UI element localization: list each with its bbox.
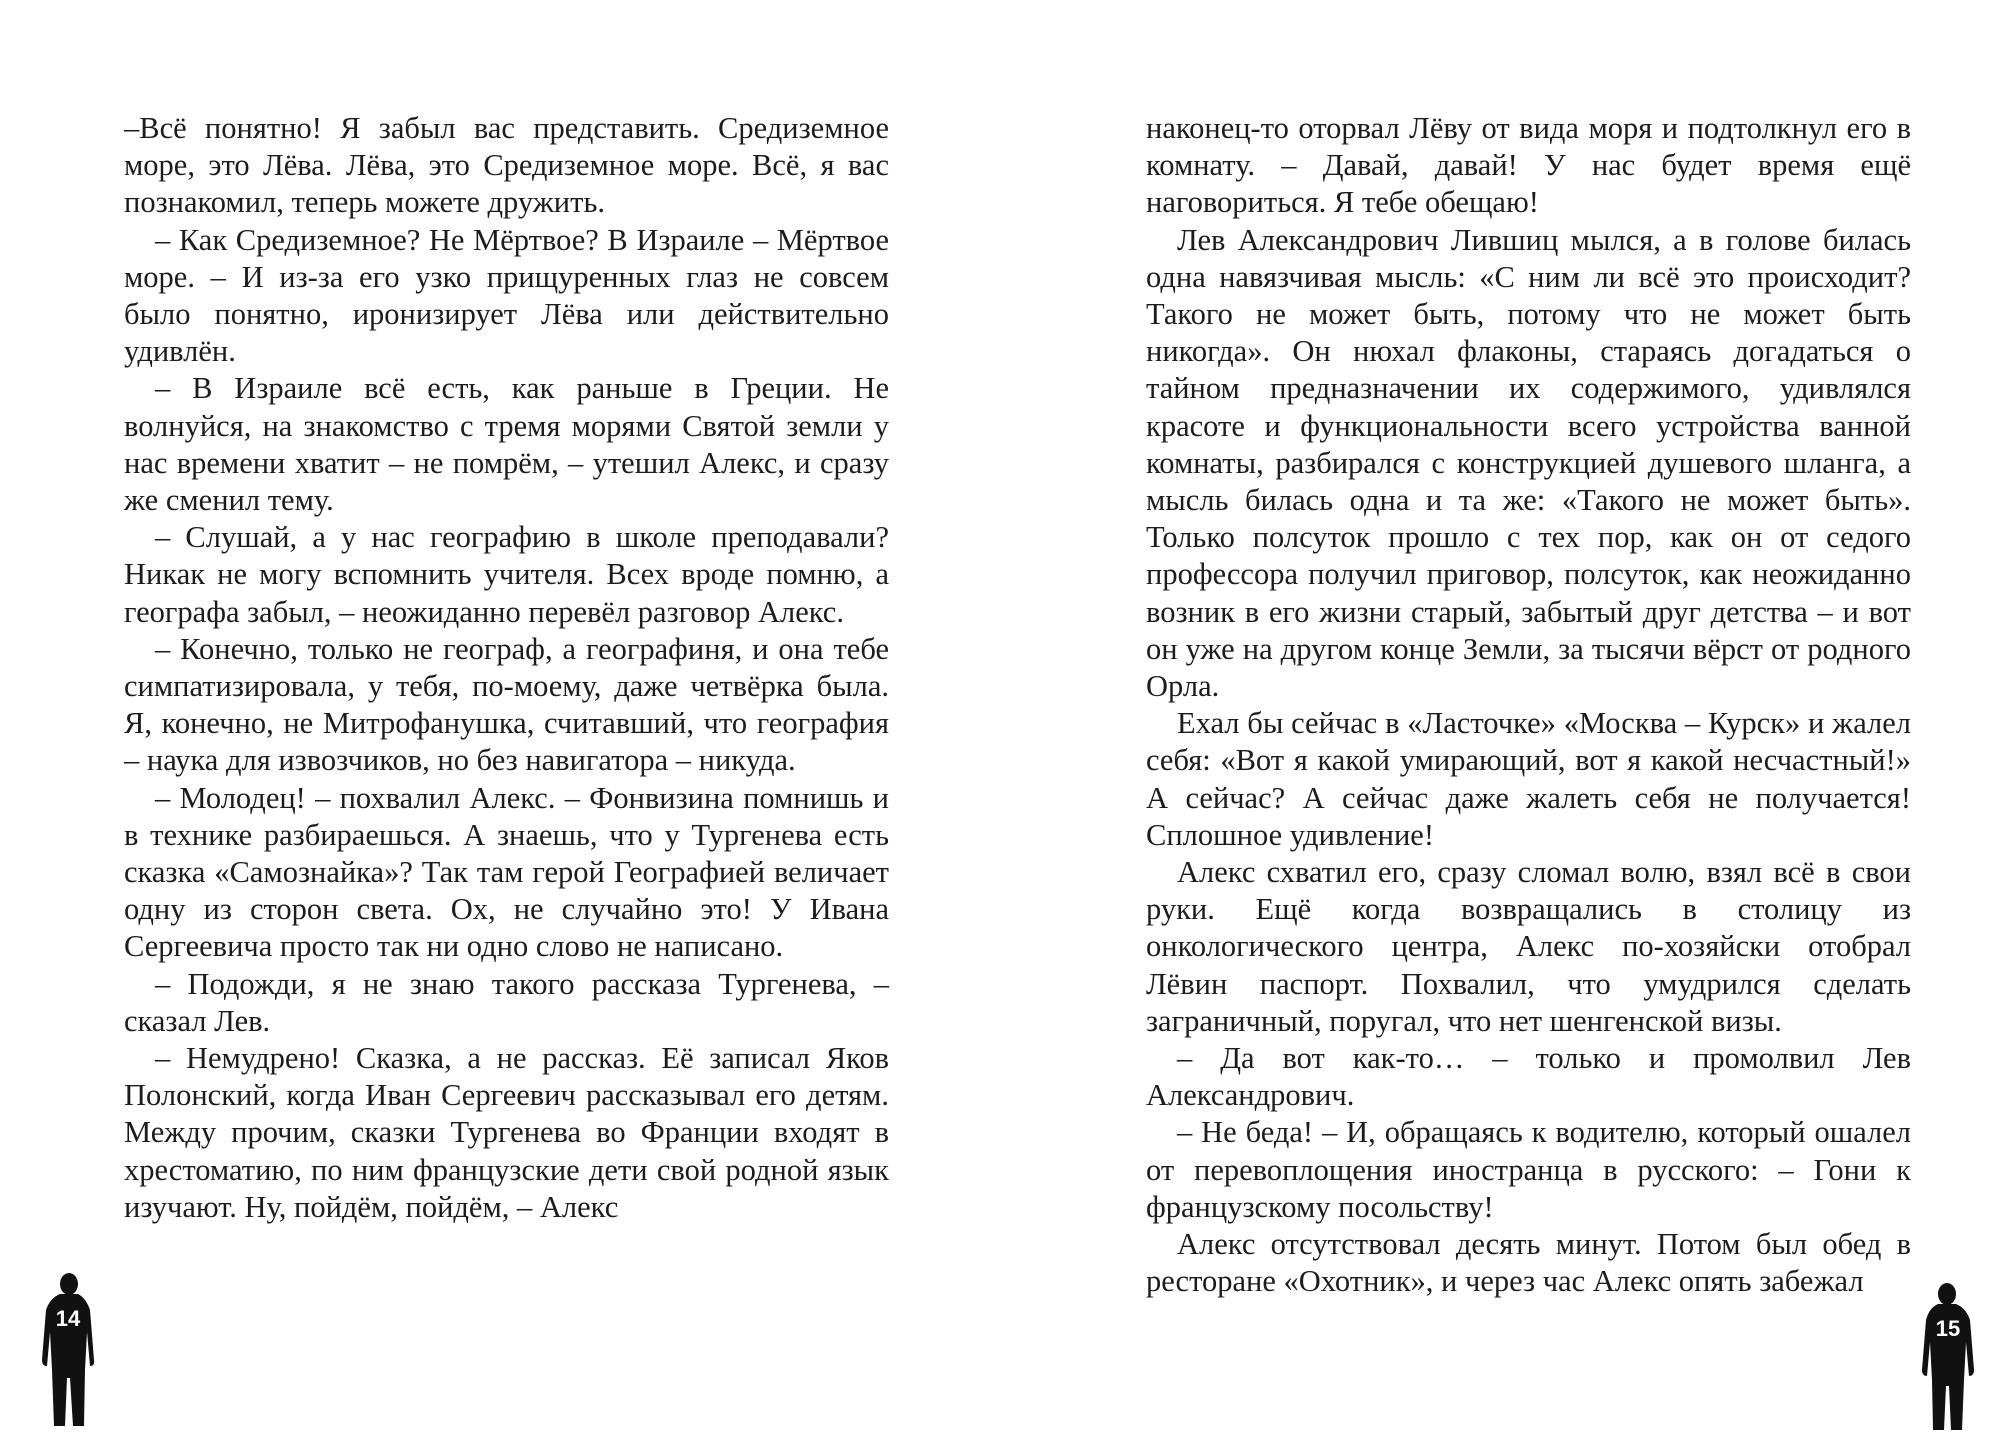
person-silhouette-icon <box>38 1270 98 1430</box>
person-silhouette-icon <box>1918 1280 1978 1440</box>
paragraph: – Конечно, только не географ, а географиня, и она тебе симпатизировала, у тебя, по-моему, даже четвёрка была. Я, конечно, не Митрофанушка, считавший, что география – наука для извозчиков, но без навигатора – никуда. <box>124 631 889 778</box>
paragraph: Лев Александрович Лившиц мылся, а в голове билась одна навязчивая мысль: «С ним ли всё это происходит? Такого не может быть, потому что не может быть никогда». Он нюхал флаконы, стараясь догадаться о тайном предназначении их содержимого, удивлялся красоте и функциональности всего устройства ванной комнаты, разбирался с конструкцией душевого шланга, а мысль билась одна и та же: «Такого не может быть». Только полсуток прошло с тех пор, как он от седого профессора получил приговор, полсуток, как неожиданно возник в его жизни старый, забытый друг детства – и вот он уже на другом конце Земли, за тысячи вёрст от родного Орла. <box>1146 222 1911 704</box>
paragraph: – Подожди, я не знаю такого рассказа Тургенева, – сказал Лев. <box>124 966 889 1038</box>
paragraph: Алекс отсутствовал десять минут. Потом был обед в ресторане «Охотник», и через час Алекс опять забежал <box>1146 1227 1911 1299</box>
paragraph: – В Израиле всё есть, как раньше в Греции. Не волнуйся, на знакомство с тремя морями Святой земли у нас времени хватит – не помрём, – утешил Алекс, и сразу же сменил тему. <box>124 371 889 518</box>
left-page-text <box>124 110 889 1226</box>
paragraph: –Всё понятно! Я забыл вас представить. Средиземное море, это Лёва. Лёва, это Средиземное море. Всё, я вас познакомил, теперь можете дружить. <box>124 111 889 220</box>
paragraph: Алекс схватил его, сразу сломал волю, взял всё в свои руки. Ещё когда возвращались в столицу из онкологического центра, Алекс по-хозяйски отобрал Лёвин паспорт. Похвалил, что умудрился сделать заграничный, поругал, что нет шенгенской визы. <box>1146 855 1911 1038</box>
right-page-text <box>1146 110 1911 1301</box>
paragraph: – Слушай, а у нас географию в школе преподавали? Никак не могу вспомнить учителя. Всех вроде помню, а географа забыл, – неожиданно перевёл разговор Алекс. <box>124 520 889 629</box>
paragraph: наконец-то оторвал Лёву от вида моря и подтолкнул его в комнату. – Давай, давай! У нас будет время ещё наговориться. Я тебе обещаю! <box>1146 111 1911 220</box>
paragraph: – Как Средиземное? Не Мёртвое? В Израиле – Мёртвое море. – И из-за его узко прищуренных глаз не совсем было понятно, иронизирует Лёва или действительно удивлён. <box>124 222 889 369</box>
page-number: 15 <box>1935 1316 1961 1341</box>
page-number: 14 <box>55 1306 81 1331</box>
silhouette-figure-icon-left <box>38 1270 98 1430</box>
paragraph: – Молодец! – похвалил Алекс. – Фонвизина помнишь и в технике разбираешься. А знаешь, что у Тургенева есть сказка «Самознайка»? Так там герой Географией величает одну из сторон света. Ох, не случайно это! У Ивана Сергеевича просто так ни одно слово не написано. <box>124 780 889 964</box>
paragraph: – Немудрено! Сказка, а не рассказ. Её записал Яков Полонский, когда Иван Сергеевич рассказывал его детям. Между прочим, сказки Тургенева во Франции входят в хрестоматию, по ним французские дети свой родной язык изучают. Ну, пойдём, пойдём, – Алекс <box>124 1041 889 1224</box>
paragraph: – Не беда! – И, обращаясь к водителю, который ошалел от перевоплощения иностранца в русского: – Гони к французскому посольству! <box>1146 1115 1911 1224</box>
paragraph: – Да вот как-то… – только и промолвил Лев Александрович. <box>1146 1041 1911 1113</box>
paragraph: Ехал бы сейчас в «Ласточке» «Москва – Курск» и жалел себя: «Вот я какой умирающий, вот я какой несчастный!» А сейчас? А сейчас даже жалеть себя не получается! Сплошное удивление! <box>1146 706 1911 852</box>
silhouette-figure-icon-right <box>1918 1280 1978 1440</box>
